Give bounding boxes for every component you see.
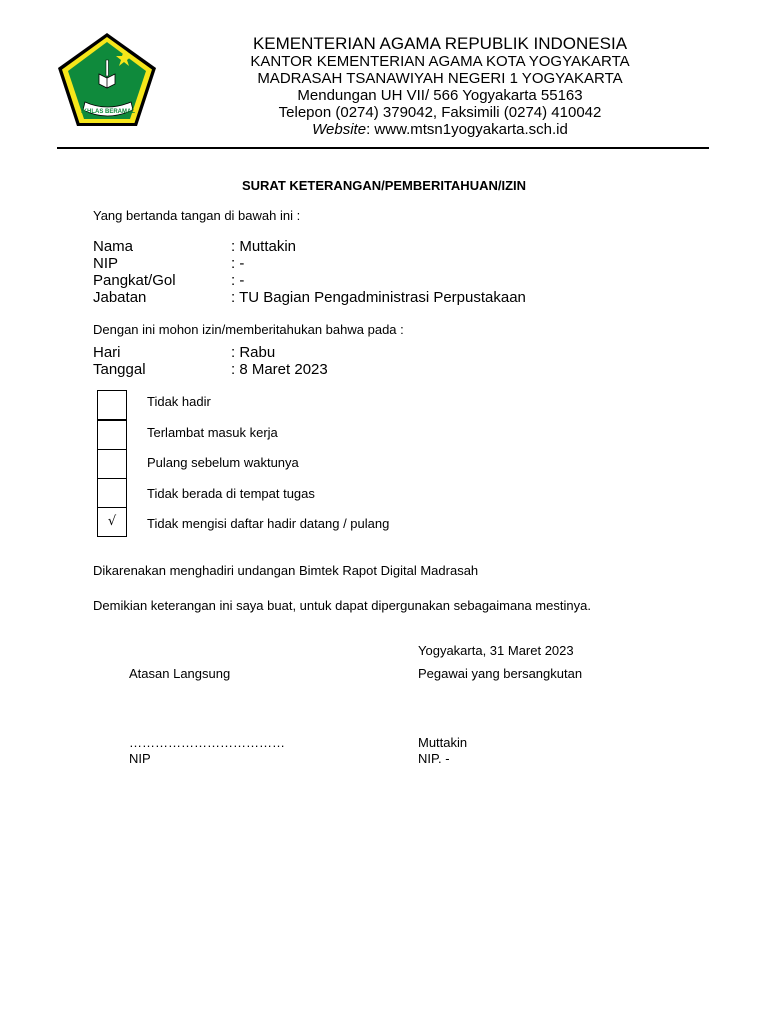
checkbox-early-leave[interactable] bbox=[97, 449, 127, 479]
identity-value-rank: : - bbox=[231, 272, 245, 289]
closing-text: Demikian keterangan ini saya buat, untuk dapat dipergunakan sebagaimana mestinya. bbox=[93, 598, 591, 613]
office-name: KANTOR KEMENTERIAN AGAMA KOTA YOGYAKARTA bbox=[250, 53, 630, 70]
employee-name: Muttakin bbox=[418, 735, 468, 750]
day-value: : Rabu bbox=[231, 344, 276, 361]
identity-label-name: Nama bbox=[93, 238, 134, 255]
option-label-early-leave: Pulang sebelum waktunya bbox=[147, 455, 299, 470]
option-label-not-at-post: Tidak berada di tempat tugas bbox=[147, 486, 315, 501]
identity-value-nip: : - bbox=[231, 255, 245, 272]
institution-name: KEMENTERIAN AGAMA REPUBLIK INDONESIA bbox=[252, 34, 628, 53]
kemenag-logo bbox=[55, 30, 159, 130]
option-label-late: Terlambat masuk kerja bbox=[147, 425, 278, 440]
identity-value-name: : Muttakin bbox=[231, 238, 297, 255]
day-label: Hari bbox=[93, 344, 121, 361]
school-name: MADRASAH TSANAWIYAH NEGERI 1 YOGYAKARTA bbox=[257, 70, 623, 87]
letterhead-divider bbox=[57, 147, 709, 149]
option-label-no-attendance-record: Tidak mengisi daftar hadir datang / pulang bbox=[147, 516, 390, 531]
reason-text: Dikarenakan menghadiri undangan Bimtek Rapot Digital Madrasah bbox=[93, 563, 479, 578]
checkbox-not-at-post[interactable] bbox=[97, 478, 127, 508]
supervisor-nip: NIP bbox=[129, 751, 151, 766]
identity-label-position: Jabatan bbox=[93, 289, 147, 306]
supervisor-title: Atasan Langsung bbox=[129, 666, 231, 681]
identity-label-nip: NIP bbox=[93, 255, 119, 272]
option-label-absent: Tidak hadir bbox=[147, 394, 211, 409]
identity-value-position: : TU Bagian Pengadministrasi Perpustakaan bbox=[231, 289, 526, 306]
supervisor-signature-line: ……………………………… bbox=[129, 735, 285, 750]
letter-title: SURAT KETERANGAN/PEMBERITAHUAN/IZIN bbox=[241, 178, 527, 193]
checkbox-no-attendance-record[interactable]: √ bbox=[97, 507, 127, 537]
date-label: Tanggal bbox=[93, 361, 146, 378]
phone-fax: Telepon (0274) 379042, Faksimili (0274) 410042 bbox=[278, 104, 602, 121]
notice-intro: Dengan ini mohon izin/memberitahukan bahwa pada : bbox=[93, 322, 404, 337]
website-value: : www.mtsn1yogyakarta.sch.id bbox=[366, 121, 568, 138]
website-line bbox=[170, 121, 710, 138]
intro-text: Yang bertanda tangan di bawah ini : bbox=[93, 208, 301, 223]
checkbox-absent[interactable] bbox=[97, 390, 127, 420]
identity-label-rank: Pangkat/Gol bbox=[93, 272, 176, 289]
employee-nip: NIP. - bbox=[418, 751, 450, 766]
address: Mendungan UH VII/ 566 Yogyakarta 55163 bbox=[297, 87, 583, 104]
place-date: Yogyakarta, 31 Maret 2023 bbox=[418, 643, 574, 658]
checkbox-late[interactable] bbox=[97, 420, 127, 450]
employee-title: Pegawai yang bersangkutan bbox=[418, 666, 583, 681]
website-label: Website bbox=[312, 121, 367, 138]
logo-ribbon-text: IKHLAS BERAMAL bbox=[81, 109, 135, 115]
date-value: : 8 Maret 2023 bbox=[231, 361, 328, 378]
